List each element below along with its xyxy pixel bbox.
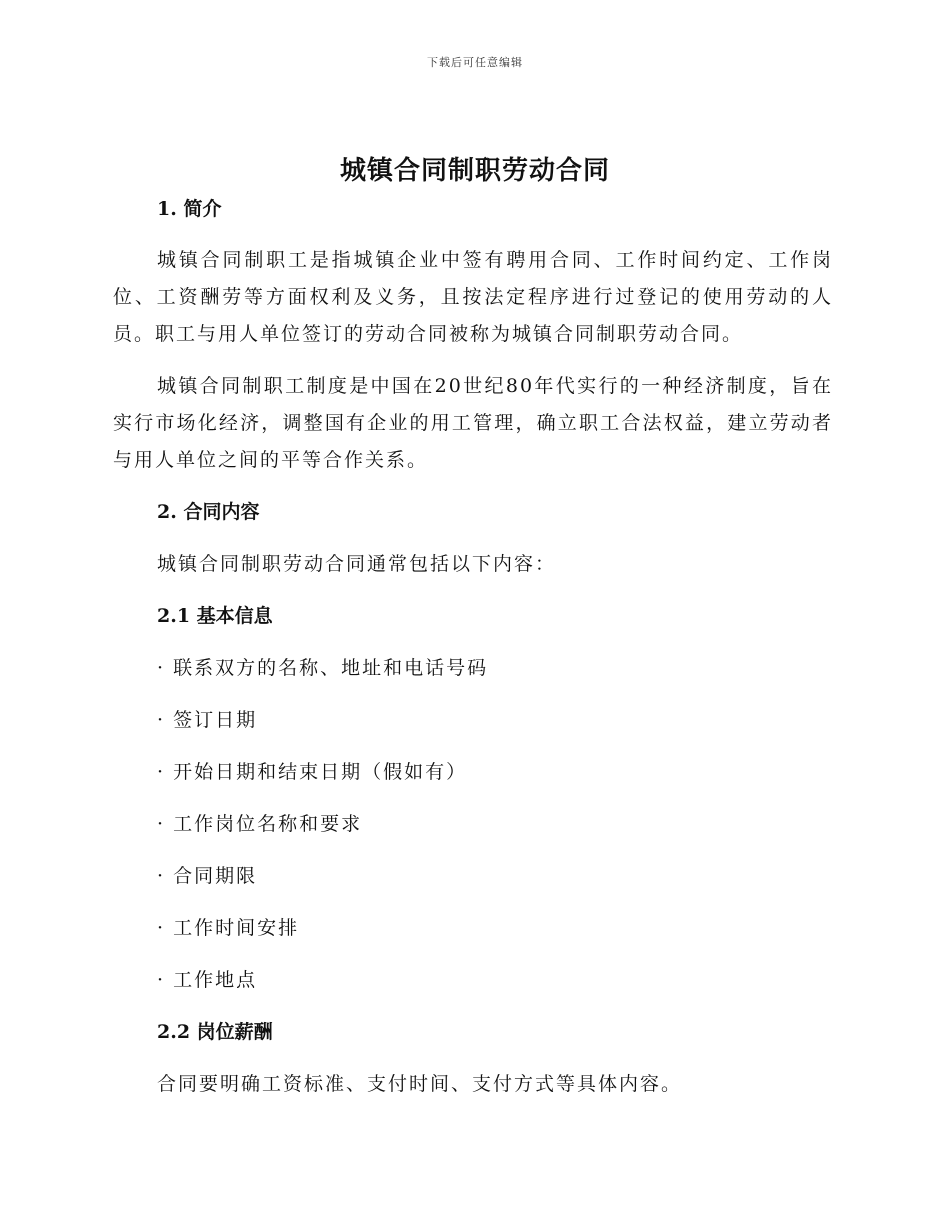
list-item: · 工作时间安排 [157,917,300,939]
section-heading-intro: 1. 简介 [157,198,222,220]
section-heading-contents: 2. 合同内容 [157,501,260,523]
list-item: · 签订日期 [157,709,258,731]
list-item: · 开始日期和结束日期（假如有） [157,761,468,783]
contents-intro-text: 城镇合同制职劳动合同通常包括以下内容： [157,553,557,575]
subsection-heading-salary: 2.2 岗位薪酬 [157,1021,273,1043]
page-header-note: 下载后可任意编辑 [427,56,523,69]
document-body [113,193,833,1100]
intro-paragraph-2: 城镇合同制职工制度是中国在20世纪80年代实行的一种经济制度，旨在实行市场化经济，调整国有企业的用工管理，确立职工合法权益，建立劳动者与用人单位之间的平等合作关系。 [113,375,833,471]
document-title: 城镇合同制职劳动合同 [339,156,610,186]
list-item: · 合同期限 [157,865,258,887]
list-item: · 工作岗位名称和要求 [157,813,363,835]
salary-text: 合同要明确工资标准、支付时间、支付方式等具体内容。 [157,1073,683,1095]
subsection-heading-basic-info: 2.1 基本信息 [157,605,273,627]
intro-paragraph-1: 城镇合同制职工是指城镇企业中签有聘用合同、工作时间约定、工作岗位、工资酬劳等方面权利及义务，且按法定程序进行过登记的使用劳动的人员。职工与用人单位签订的劳动合同被称为城镇合同制职劳动合同。 [113,249,833,345]
list-item: · 联系双方的名称、地址和电话号码 [157,657,489,679]
list-item: · 工作地点 [157,969,258,991]
